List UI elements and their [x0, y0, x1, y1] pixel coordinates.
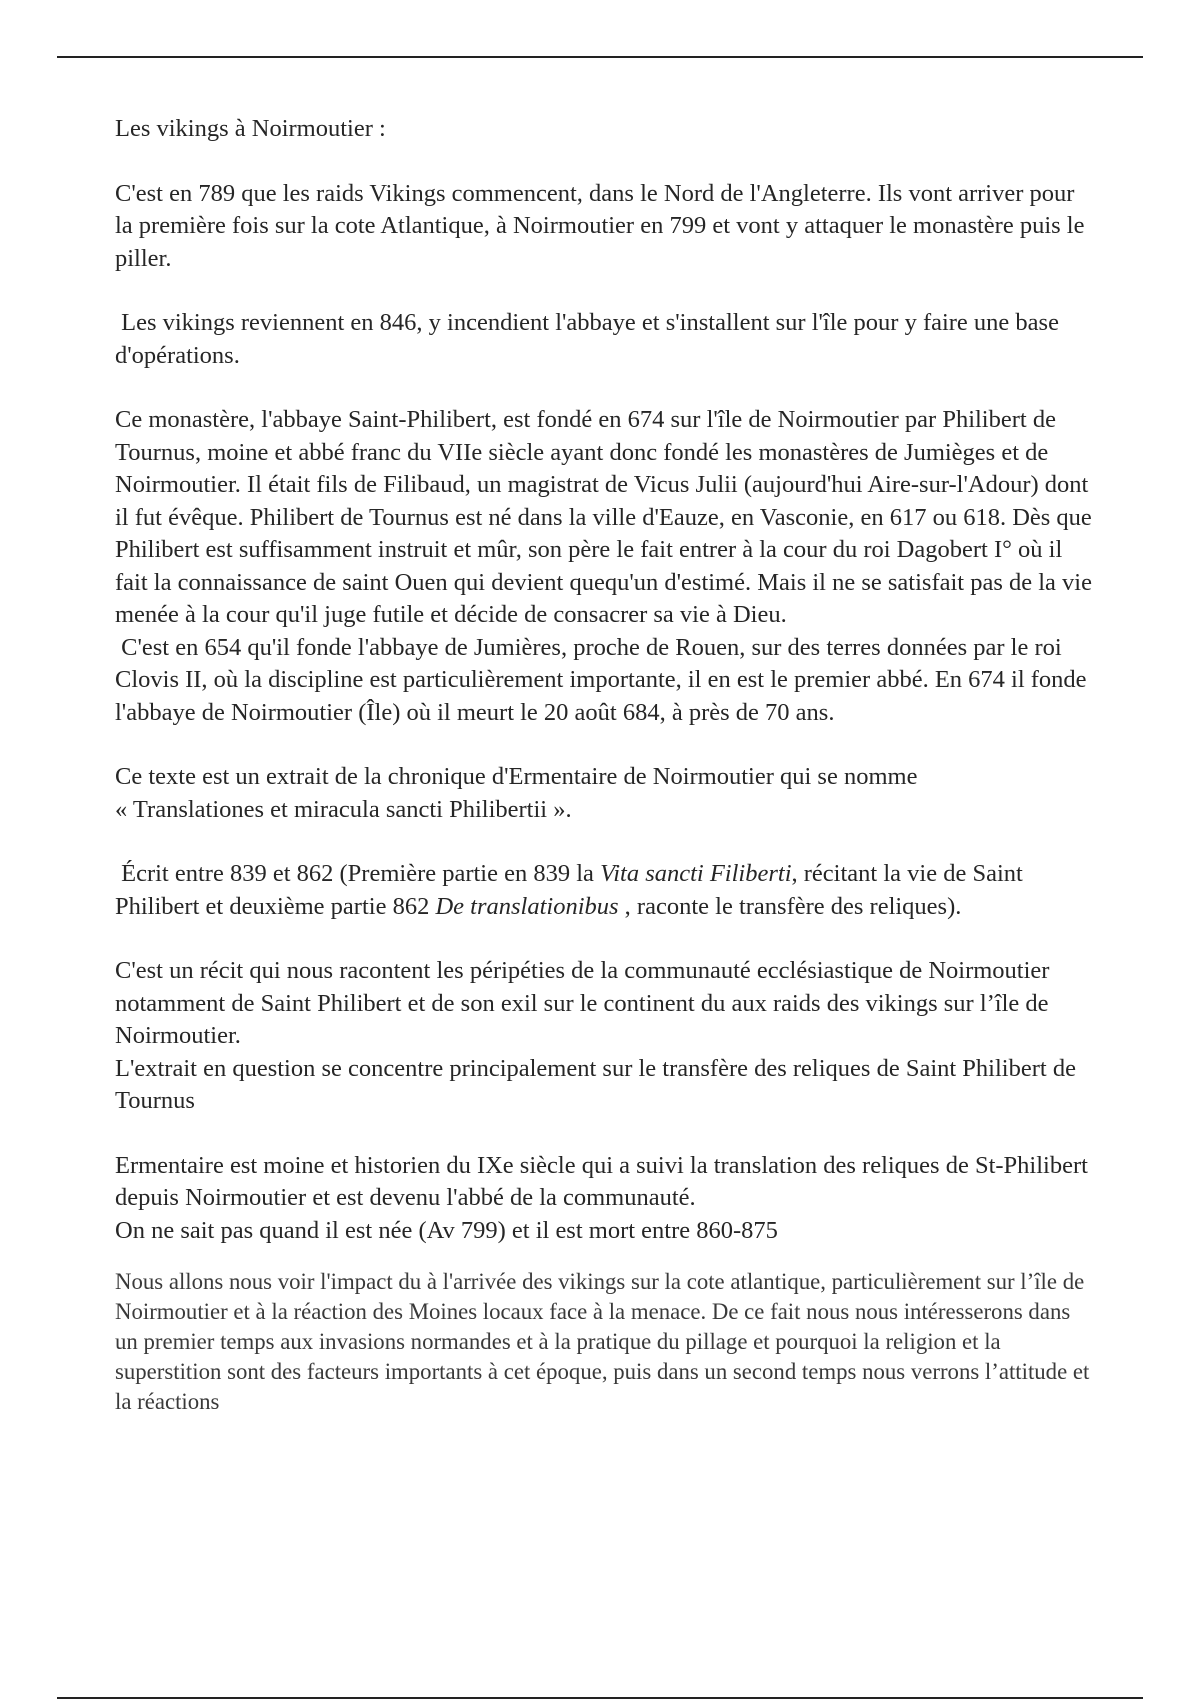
paragraph-jumieges: C'est en 654 qu'il fonde l'abbaye de Jumières, proche de Rouen, sur des terres données par le roi Clovis II, où la discipline est particulièrement importante, il en est le premier abbé. En 674 il fonde l'abbaye de Noirmoutier (Île) où il meurt le 20 août 684, à près de 70 ans. — [115, 633, 1093, 726]
paragraph-return-846: Les vikings reviennent en 846, y incendient l'abbaye et s'installent sur l'île pour y faire une base d'opérations. — [115, 309, 1066, 369]
written-text-a: Écrit entre 839 et 862 (Première partie en 839 la — [115, 860, 601, 887]
written-text-c: , récitant la vie de Saint Philibert et deuxième partie 862 — [115, 860, 1029, 920]
ermentaire-text: Ermentaire est moine et historien du IXe siècle qui a suivi la translation des reliques de St-Philibert depuis Noirmoutier et est devenu l'abbé de la communauté. — [115, 1151, 1088, 1211]
document-title: Les vikings à Noirmoutier : — [115, 115, 386, 142]
written-text-e: , raconte le transfère des reliques). — [618, 892, 962, 920]
paragraph-introduction: Nous allons nous voir l'impact du à l'arrivée des vikings sur la cote atlantique, particulièrement sur l’île de Noirmoutier et à la réaction des Moines locaux face à la menace. De ce fait nous nous intéresserons dans un premier temps aux invasions normandes et à la pratique du pillage et pourquoi la religion et la superstition sont des facteurs importants à cet époque, puis dans un second temps nous verrons l’attitude et la réactions — [115, 1269, 1090, 1414]
paragraph-abbey: Ce monastère, l'abbaye Saint-Philibert, est fondé en 674 sur l'île de Noirmoutier par Philibert de Tournus, moine et abbé franc du VIIe siècle ayant donc fondé les monastères de Jumièges et de Noirmoutier. Il était fils de Filibaud, un magistrat de Vicus Julii (aujourd'hui Aire-sur-l'Adour) dont il fut évêque. Philibert de Tournus est né dans la ville d'Eauze, en Vasconie, en 617 ou 618. Dès que Philibert est suffisamment instruit et mûr, son père le fait entrer à la cour du roi Dagobert I° où il fait la connaissance de saint Ouen qui devient quequ'un d'estimé. Mais il ne se satisfait pas de la vie menée à la cour qu'il juge futile et décide de consacrer sa vie à Dieu. — [115, 406, 1092, 628]
paragraph-written — [115, 858, 1095, 923]
paragraph-chronicle — [115, 761, 1095, 826]
extract-text: L'extrait en question se concentre principalement sur le transfère des reliques de Saint Philibert de Tournus — [115, 1054, 1076, 1114]
recit-text: C'est un récit qui nous racontent les péripéties de la communauté ecclésiastique de Noirmoutier notamment de Saint Philibert et de son exil sur le continent du aux raids des vikings sur l’île de Noirmoutier. — [115, 957, 1050, 1049]
translationibus-title: De translationibus — [435, 892, 619, 920]
vita-title: Vita sancti Filiberti — [600, 860, 792, 887]
chronicle-title: « Translationes et miracula sancti Philibertii ». — [115, 795, 572, 823]
top-rule — [57, 56, 1143, 58]
paragraph-ermentaire — [115, 1150, 1095, 1248]
paragraph-raids: C'est en 789 que les raids Vikings commencent, dans le Nord de l'Angleterre. Ils vont arriver pour la première fois sur la cote Atlantique, à Noirmoutier en 799 et vont y attaquer le monastère puis le piller. — [115, 179, 1085, 272]
ermentaire-dates: On ne sait pas quand il est née (Av 799) et il est mort entre 860-875 — [115, 1216, 778, 1244]
chronicle-line: Ce texte est un extrait de la chronique d'Ermentaire de Noirmoutier qui se nomme — [115, 763, 918, 790]
bottom-rule — [57, 1697, 1143, 1699]
paragraph-recit — [115, 955, 1095, 1118]
document-page — [115, 113, 1095, 1449]
